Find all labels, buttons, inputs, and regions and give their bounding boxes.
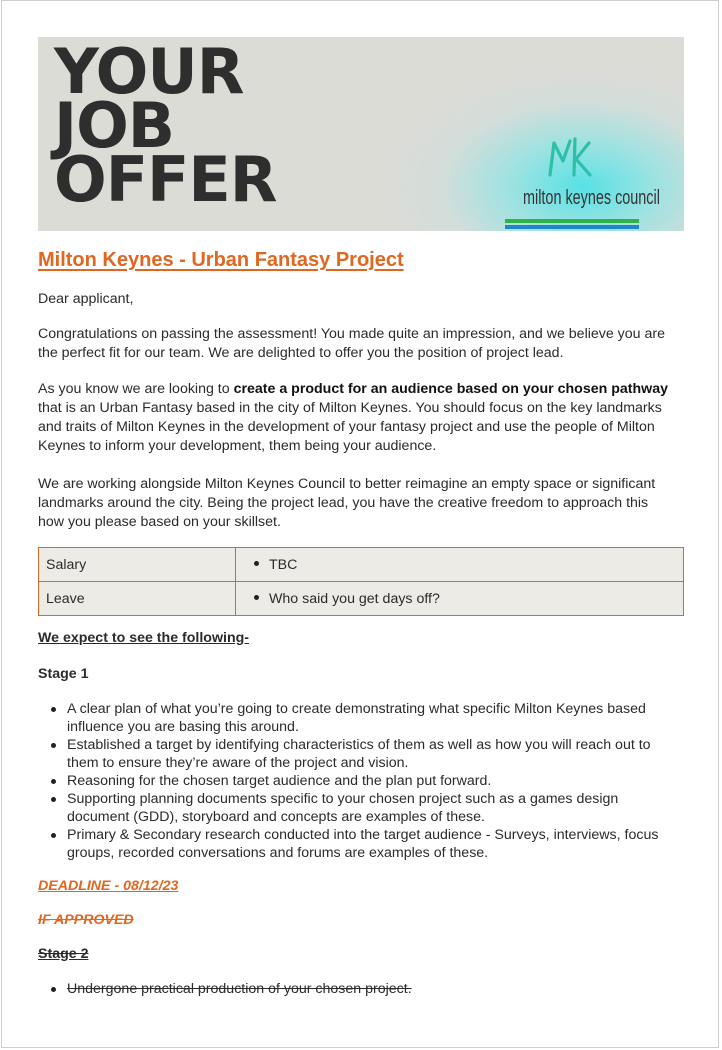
project-title: Milton Keynes - Urban Fantasy Project	[38, 249, 404, 271]
list-item: Reasoning for the chosen target audience and the plan put forward.	[48, 772, 668, 790]
expectations-heading: We expect to see the following-	[38, 630, 250, 646]
leave-label: Leave	[39, 582, 236, 616]
list-item: A clear plan of what you’re going to create demonstrating what specific Milton Keynes based influence you are basing this around.	[48, 700, 668, 736]
header-banner	[38, 37, 684, 231]
salary-value: TBC	[269, 556, 298, 573]
council-green-bar	[505, 219, 639, 223]
list-item: Supporting planning documents specific to your chosen project such as a games design document (GDD), storyboard and concepts are examples of these.	[48, 790, 668, 826]
salary-value-cell	[236, 548, 684, 582]
paragraph-product-rest: that is an Urban Fantasy based in the city of Milton Keynes. You should focus on the key landmarks and traits of Milton Keynes in the development of your fantasy project and use the people of Milton Keynes to inform your development, them being your audience.	[38, 400, 662, 454]
table-row	[39, 548, 684, 582]
table-row	[39, 582, 684, 616]
paragraph-product-brief	[38, 380, 678, 456]
stage2-heading: Stage 2	[38, 946, 89, 962]
stage2-list	[48, 980, 668, 998]
stage1-list	[48, 700, 668, 862]
banner-title: YOUR JOB OFFER	[54, 37, 277, 216]
paragraph-congratulations: Congratulations on passing the assessment! You made quite an impression, and we believe you are the perfect fit for our team. We are delighted to offer you the position of project lead.	[38, 326, 666, 361]
if-approved-label: IF APPROVED	[38, 912, 134, 928]
council-name: milton keynes council	[523, 187, 660, 209]
paragraph-council-partnership: We are working alongside Milton Keynes Council to better reimagine an empty space or significant landmarks around the city. Being the project lead, you have the creative freedom to approach this how you please based on your skillset.	[38, 476, 656, 530]
deadline-label: DEADLINE - 08/12/23	[38, 878, 179, 894]
leave-value-cell	[236, 582, 684, 616]
paragraph-product-emphasis: create a product for an audience based on your chosen pathway	[233, 381, 668, 397]
list-item: Undergone practical production of your chosen project.	[48, 980, 668, 998]
leave-value: Who said you get days off?	[269, 590, 440, 607]
stage1-heading: Stage 1	[38, 666, 89, 682]
salary-label: Salary	[39, 548, 236, 582]
bullet-icon	[254, 561, 259, 566]
bullet-icon	[254, 595, 259, 600]
offer-table	[38, 547, 684, 616]
list-item: Primary & Secondary research conducted into the target audience - Surveys, interviews, focus groups, recorded conversations and forums are examples of these.	[48, 826, 668, 862]
paragraph-product-intro: As you know we are looking to	[38, 381, 234, 397]
greeting: Dear applicant,	[38, 291, 134, 307]
list-item: Established a target by identifying characteristics of them as well as how you will reach out to them to ensure they’re aware of the project and vision.	[48, 736, 668, 772]
mk-logo-icon	[546, 135, 594, 181]
council-blue-bar	[505, 225, 639, 229]
